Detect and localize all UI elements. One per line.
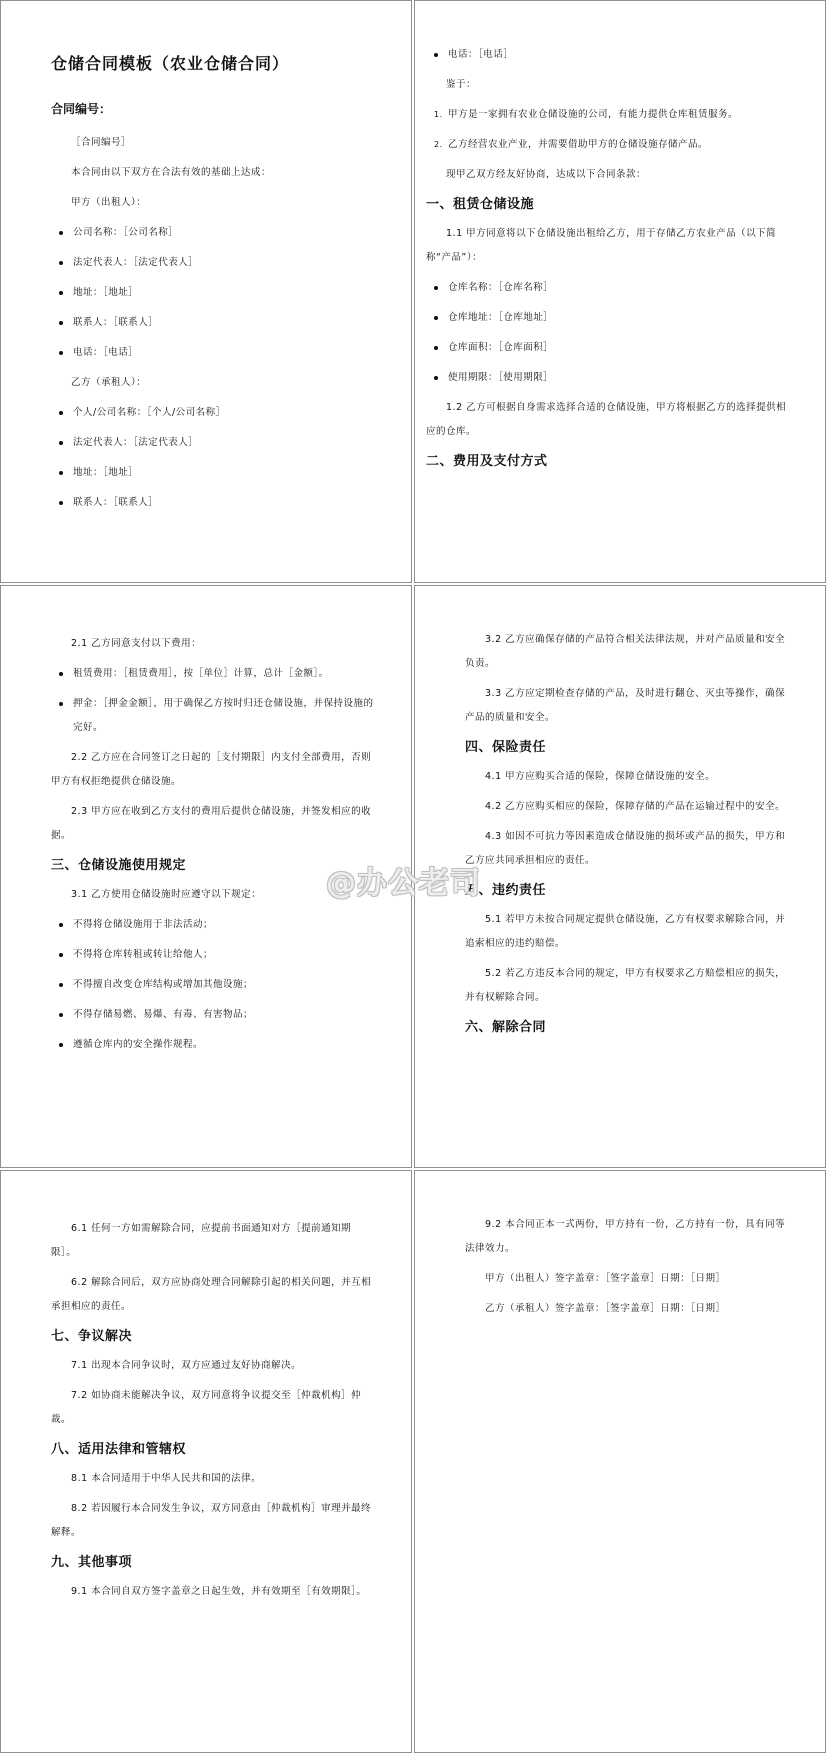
section-2-title: 二、费用及支付方式 — [426, 454, 548, 469]
list-item: 不得存储易燃、易爆、有毒、有害物品； — [51, 1003, 375, 1027]
clause-7-1: 7.1 出现本合同争议时，双方应通过友好协商解决。 — [71, 1360, 302, 1371]
section-5-title: 五、违约责任 — [465, 883, 547, 898]
document-title: 仓储合同模板（农业仓储合同） — [51, 54, 290, 73]
clause-2-3: 2.3 甲方应在收到乙方支付的费用后提供仓储设施，并签发相应的收据。 — [51, 806, 372, 841]
section-7-title: 七、争议解决 — [51, 1329, 133, 1344]
list-item — [426, 103, 789, 127]
list-item: 不得将仓储设施用于非法活动； — [51, 913, 375, 937]
document-page-6 — [414, 1170, 826, 1753]
agree-paragraph: 现甲乙双方经友好协商，达成以下合同条款： — [446, 169, 647, 180]
clause-5-2: 5.2 若乙方违反本合同的规定，甲方有权要求乙方赔偿相应的损失，并有权解除合同。 — [465, 968, 786, 1003]
clause-2-2: 2.2 乙方应在合同签订之日起的［支付期限］内支付全部费用，否则甲方有权拒绝提供仓储设施。 — [51, 752, 372, 787]
clause-8-2: 8.2 若因履行本合同发生争议，双方同意由［仲裁机构］审理并最终解释。 — [51, 1503, 372, 1538]
list-item: 仓库地址：［仓库地址］ — [426, 306, 789, 330]
clause-4-2: 4.2 乙方应购买相应的保险，保障存储的产品在运输过程中的安全。 — [485, 801, 786, 812]
list-item: 地址：［地址］ — [51, 281, 375, 305]
list-number: 1. — [434, 110, 443, 119]
fees-list — [51, 662, 375, 740]
document-page-4 — [414, 585, 826, 1168]
contract-number-label: 合同编号： — [51, 102, 112, 116]
list-item: 仓库面积：［仓库面积］ — [426, 336, 789, 360]
clause-6-2: 6.2 解除合同后，双方应协商处理合同解除引起的相关问题，并互相承担相应的责任。 — [51, 1277, 372, 1312]
list-text: 乙方经营农业产业，并需要借助甲方的仓储设施存储产品。 — [448, 139, 709, 150]
list-item: 公司名称：［公司名称］ — [51, 221, 375, 245]
clause-3-1: 3.1 乙方使用仓储设施时应遵守以下规定： — [71, 889, 262, 900]
section-4-title: 四、保险责任 — [465, 740, 547, 755]
party-b-list — [51, 401, 375, 515]
clause-3-3: 3.3 乙方应定期检查存储的产品，及时进行翻仓、灭虫等操作，确保产品的质量和安全。 — [465, 688, 786, 723]
list-item: 押金：［押金金额］，用于确保乙方按时归还仓储设施，并保持设施的完好。 — [51, 692, 375, 740]
list-item: 联系人：［联系人］ — [51, 311, 375, 335]
document-page-5 — [0, 1170, 412, 1753]
list-item: 仓库名称：［仓库名称］ — [426, 276, 789, 300]
list-item: 电话：［电话］ — [426, 43, 789, 67]
clause-1-1: 1.1 甲方同意将以下仓储设施出租给乙方，用于存储乙方农业产品（以下简称“产品”）： — [426, 228, 777, 263]
list-item: 不得将仓库转租或转让给他人； — [51, 943, 375, 967]
party-a-phone-list — [426, 43, 789, 67]
list-item: 法定代表人：［法定代表人］ — [51, 251, 375, 275]
list-item: 地址：［地址］ — [51, 461, 375, 485]
list-item: 电话：［电话］ — [51, 341, 375, 365]
list-item: 法定代表人：［法定代表人］ — [51, 431, 375, 455]
clause-1-2: 1.2 乙方可根据自身需求选择合适的仓储设施，甲方将根据乙方的选择提供相应的仓库。 — [426, 402, 787, 437]
clause-7-2: 7.2 如协商未能解决争议，双方同意将争议提交至［仲裁机构］仲裁。 — [51, 1390, 362, 1425]
clause-9-2: 9.2 本合同正本一式两份，甲方持有一份，乙方持有一份，具有同等法律效力。 — [465, 1219, 786, 1254]
party-a-list — [51, 221, 375, 365]
clause-3-2: 3.2 乙方应确保存储的产品符合相关法律法规，并对产品质量和安全负责。 — [465, 634, 786, 669]
party-b-heading: 乙方（承租人）： — [71, 377, 147, 388]
whereas-list — [426, 103, 789, 157]
list-item: 联系人：［联系人］ — [51, 491, 375, 515]
watermark-logo: @办公老司 — [326, 866, 481, 901]
clause-5-1: 5.1 若甲方未按合同规定提供仓储设施，乙方有权要求解除合同，并追索相应的违约赔偿。 — [465, 914, 786, 949]
document-page-2 — [414, 0, 826, 583]
list-item: 遵循仓库内的安全操作规程。 — [51, 1033, 375, 1057]
signature-party-a: 甲方（出租人）签字盖章：［签字盖章］日期：［日期］ — [485, 1273, 726, 1284]
intro-paragraph: 本合同由以下双方在合法有效的基础上达成： — [71, 167, 272, 178]
party-a-heading: 甲方（出租人）： — [71, 197, 147, 208]
section-1-title: 一、租赁仓储设施 — [426, 197, 535, 212]
list-number: 2. — [434, 140, 443, 149]
section-8-title: 八、适用法律和管辖权 — [51, 1442, 187, 1457]
list-item: 不得擅自改变仓库结构或增加其他设施； — [51, 973, 375, 997]
warehouse-list — [426, 276, 789, 390]
clause-8-1: 8.1 本合同适用于中华人民共和国的法律。 — [71, 1473, 262, 1484]
list-item: 个人/公司名称：［个人/公司名称］ — [51, 401, 375, 425]
section-9-title: 九、其他事项 — [51, 1555, 133, 1570]
contract-number-value: ［合同编号］ — [71, 137, 132, 148]
list-text: 甲方是一家拥有农业仓储设施的公司，有能力提供仓库租赁服务。 — [448, 109, 739, 120]
document-page-3 — [0, 585, 412, 1168]
section-6-title: 六、解除合同 — [465, 1020, 547, 1035]
clause-4-1: 4.1 甲方应购买合适的保险，保障仓储设施的安全。 — [485, 771, 716, 782]
document-page-1 — [0, 0, 412, 583]
clause-9-1: 9.1 本合同自双方签字盖章之日起生效，并有效期至［有效期限］。 — [71, 1586, 367, 1597]
list-item: 租赁费用：［租赁费用］，按［单位］计算，总计［金额］。 — [51, 662, 375, 686]
clause-6-1: 6.1 任何一方如需解除合同，应提前书面通知对方［提前通知期限］。 — [51, 1223, 352, 1258]
clause-2-1: 2.1 乙方同意支付以下费用： — [71, 638, 202, 649]
list-item — [426, 133, 789, 157]
whereas-heading: 鉴于： — [446, 79, 477, 90]
section-3-title: 三、仓储设施使用规定 — [51, 858, 187, 873]
signature-party-b: 乙方（承租人）签字盖章：［签字盖章］日期：［日期］ — [485, 1303, 726, 1314]
clause-4-3: 4.3 如因不可抗力等因素造成仓储设施的损坏或产品的损失，甲方和乙方应共同承担相应的责任。 — [465, 831, 786, 866]
list-item: 使用期限：［使用期限］ — [426, 366, 789, 390]
usage-rules-list — [51, 913, 375, 1057]
